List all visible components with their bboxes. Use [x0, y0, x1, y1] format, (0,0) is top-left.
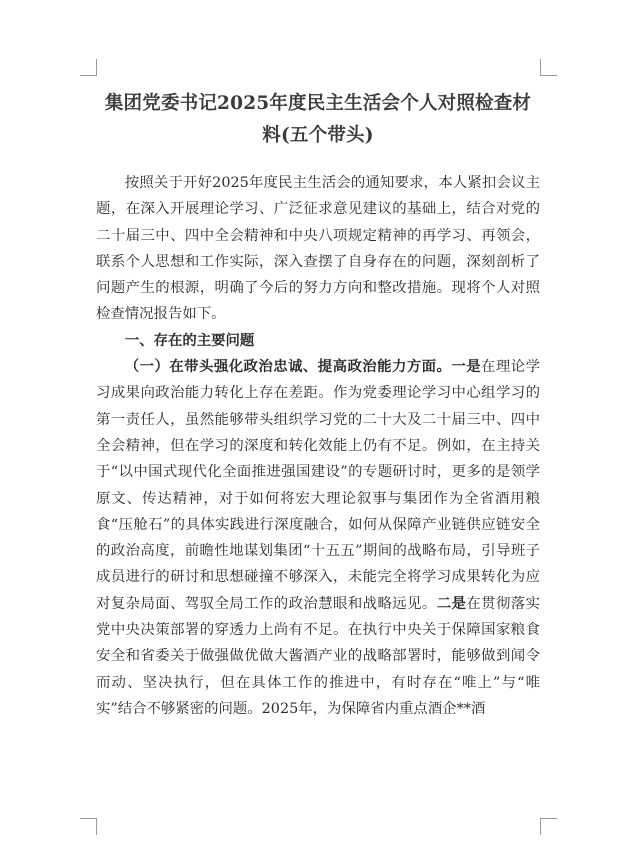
crop-mark-bottom-right [540, 818, 557, 835]
intro-paragraph: 按照关于开好2025年度民主生活会的通知要求，本人紧扣会议主题，在深入开展理论学习、广泛征求意见建议的基础上，结合对党的二十届三中、四中全会精神和中央八项规定精神的再学习、再领会，联系个人思想和工作实际，深入查摆了自身存在的问题，深刻剖析了问题产生的根源，明确了今后的努力方向和整改措施。现将个人对照检查情况报告如下。 [96, 175, 540, 323]
point-2-label: 二是 [436, 594, 467, 612]
subsection-1-heading: （一）在带头强化政治忠诚、提高政治能力方面。 [124, 358, 452, 376]
crop-mark-top-left [80, 59, 97, 76]
title-line-2: 料(五个带头) [262, 125, 374, 146]
subsection-1-paragraph [96, 354, 540, 722]
point-1-text: 在理论学习成果向政治能力转化上存在差距。作为党委理论学习中心组学习的第一责任人，虽然能够带头组织学习党的二十大及二十届三中、四中全会精神，但在学习的深度和转化效能上仍有不足。例如，在主持关于“以中国式现代化全面推进强国建设”的专题研讨时，更多的是领学原文、传达精神，对于如何将宏大理论叙事与集团作为全省酒用粮食“压舱石”的具体实践进行深度融合，如何从保障产业链供应链安全的政治高度，前瞻性地谋划集团“十五五”期间的战略布局，引导班子成员进行的研讨和思想碰撞不够深入，未能完全将学习成果转化为应对复杂局面、驾驭全局工作的政治慧眼和战略远见。 [96, 359, 540, 612]
title-line-1: 集团党委书记2025年度民主生活会个人对照检查材 [104, 93, 532, 114]
document-body [96, 170, 540, 722]
crop-mark-top-right [540, 59, 557, 76]
point-2-text: 在贯彻落实党中央决策部署的穿透力上尚有不足。在执行中央关于保障国家粮食安全和省委关于做强做优做大酱酒产业的战略部署时，能够做到闻令而动、坚决执行，但在具体工作的推进中，有时存在“唯上”与“唯实”结合不够紧密的问题。2025年，为保障省内重点酒企**酒 [96, 595, 540, 717]
document-title [96, 88, 540, 152]
section-1-heading: 一、存在的主要问题 [124, 331, 255, 349]
point-1-label: 一是 [451, 358, 482, 376]
crop-mark-bottom-left [80, 818, 97, 835]
